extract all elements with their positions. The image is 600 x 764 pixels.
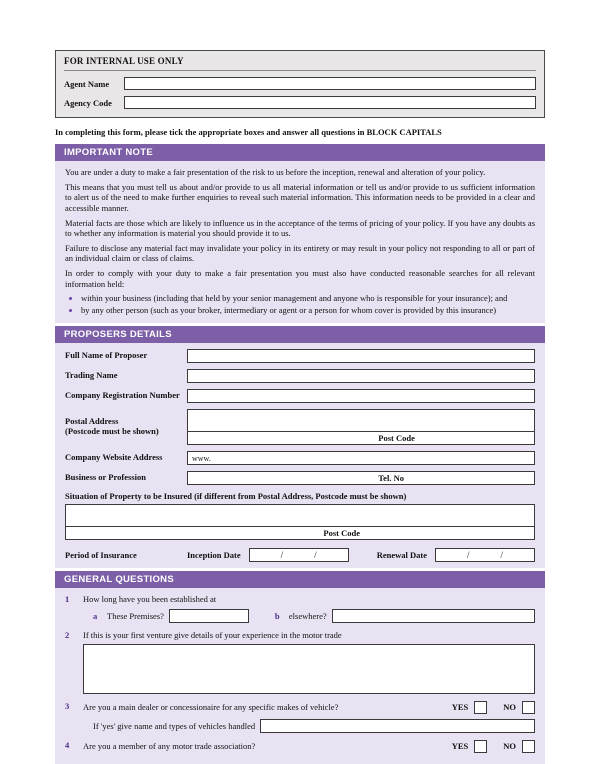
website-input[interactable] <box>187 451 535 465</box>
intro-text: In completing this form, please tick the appropriate boxes and answer all questions in BLOCK CAPITALS <box>55 127 442 137</box>
renewal-date-input[interactable] <box>435 548 535 562</box>
full-name-input[interactable] <box>187 349 535 363</box>
note-bullet: • by any other person (such as your broker, intermediary or agent or a person for whom cover is provided by this insurance) <box>81 305 535 316</box>
date-slash: / <box>280 549 284 560</box>
situation-postcode-input[interactable] <box>65 526 535 540</box>
vehicles-handled-input[interactable] <box>260 719 535 733</box>
no-label: NO <box>503 741 516 751</box>
option-b-letter: b <box>274 610 280 621</box>
elsewhere-input[interactable] <box>332 609 535 623</box>
situation-input[interactable] <box>65 504 535 527</box>
full-name-row <box>65 349 535 363</box>
q4-yes-checkbox[interactable] <box>474 740 487 753</box>
question-2 <box>65 630 535 696</box>
these-premises-label: These Premises? <box>107 610 164 621</box>
if-yes-label: If 'yes' give name and types of vehicles handled <box>93 720 256 731</box>
note-bullet: • within your business (including that held by your senior management and anyone who is responsible for your insurance); and <box>81 293 535 304</box>
company-reg-input[interactable] <box>187 389 535 403</box>
date-slash: / <box>466 549 470 560</box>
question-4-body <box>83 740 535 753</box>
question-1-text: How long have you been established at <box>83 593 217 604</box>
question-4 <box>65 740 535 753</box>
note-paragraph: You are under a duty to make a fair presentation of the risk to us before the inception, renewal and alteration of your policy. <box>65 167 486 177</box>
trading-name-input[interactable] <box>187 369 535 383</box>
question-4-row <box>83 740 535 753</box>
question-4-number: 4 <box>65 739 70 750</box>
postal-postcode-input[interactable] <box>187 431 535 445</box>
postal-address-label-line2: (Postcode must be shown) <box>65 425 159 436</box>
question-2-text: If this is your first venture give details of your experience in the motor trade <box>83 629 342 640</box>
post-code-label: Post Code <box>323 527 360 538</box>
date-slash: / <box>500 549 503 560</box>
question-2-number: 2 <box>65 629 70 640</box>
agent-name-input[interactable] <box>124 77 536 90</box>
q3-yes-checkbox[interactable] <box>474 701 487 714</box>
business-row <box>65 471 535 485</box>
question-3-body <box>83 701 535 735</box>
no-label: NO <box>503 702 516 712</box>
postal-address-inputs <box>187 409 535 445</box>
elsewhere-label: elsewhere? <box>288 610 327 621</box>
agency-code-label: Agency Code <box>64 97 112 108</box>
q4-no-checkbox[interactable] <box>522 740 535 753</box>
situation-label: Situation of Property to be Insured (if different from Postal Address, Postcode must be shown) <box>65 490 407 501</box>
period-label: Period of Insurance <box>65 549 137 560</box>
general-questions-header: GENERAL QUESTIONS <box>55 571 545 588</box>
proposers-details-section <box>55 343 545 568</box>
internal-use-box <box>55 50 545 118</box>
question-3-number: 3 <box>65 700 70 711</box>
inception-date-input[interactable] <box>249 548 349 562</box>
proposers-details-header: PROPOSERS DETAILS <box>55 326 545 343</box>
company-reg-row <box>65 389 535 403</box>
note-bullet-list <box>81 293 535 315</box>
agency-code-row <box>64 96 536 109</box>
question-1 <box>65 594 535 625</box>
note-paragraph: In order to comply with your duty to make a fair presentation you must also have conducted reasonable searches for all relevant information held: <box>65 268 535 289</box>
agent-name-label: Agent Name <box>64 78 110 89</box>
website-prefix: www. <box>192 453 211 463</box>
tel-no-label: Tel. No <box>378 472 404 483</box>
inception-date-label: Inception Date <box>187 549 241 560</box>
agent-name-row <box>64 77 536 90</box>
postal-address-label-line1: Postal Address <box>65 415 119 426</box>
internal-use-title: FOR INTERNAL USE ONLY <box>64 56 536 71</box>
website-label: Company Website Address <box>65 451 163 462</box>
renewal-date-label: Renewal Date <box>376 549 427 560</box>
trading-name-row <box>65 369 535 383</box>
general-questions-section <box>55 588 545 764</box>
question-4-text: Are you a member of any motor trade association? <box>83 741 256 751</box>
question-3-subrow <box>93 719 535 733</box>
question-1-body <box>83 594 535 625</box>
question-3-text: Are you a main dealer or concessionaire for any specific makes of vehicle? <box>83 702 339 712</box>
these-premises-input[interactable] <box>169 609 249 623</box>
company-reg-label: Company Registration Number <box>65 389 180 400</box>
question-1-subrow <box>93 609 535 623</box>
yes-label: YES <box>451 741 469 751</box>
question-3-row <box>83 701 535 714</box>
note-paragraph: This means that you must tell us about and/or provide to us all material information or tell us and/or provide to us sufficient information to alert us of the need to make further enquiries to reveal such material information. This information needs to be provided in a clear and accessible manner. <box>65 181 535 213</box>
note-paragraph: Material facts are those which are likely to influence us in the acceptance of the terms of pricing of your policy. If you have any doubts as to whether any information is material you should provide it to us. <box>65 217 535 239</box>
yes-label: YES <box>451 702 469 712</box>
website-row <box>65 451 535 465</box>
date-slash: / <box>314 549 317 560</box>
important-note-section <box>55 161 545 323</box>
question-1-number: 1 <box>65 593 70 604</box>
question-3-yes-no <box>452 701 535 714</box>
question-3 <box>65 701 535 735</box>
postal-address-label <box>65 417 187 437</box>
question-4-yes-no <box>452 740 535 753</box>
period-of-insurance-row <box>65 548 535 562</box>
agency-code-input[interactable] <box>124 96 536 109</box>
q3-no-checkbox[interactable] <box>522 701 535 714</box>
postal-address-input[interactable] <box>187 409 535 432</box>
question-2-body <box>83 630 535 696</box>
experience-details-textarea[interactable] <box>83 644 535 694</box>
note-paragraph: Failure to disclose any material fact may invalidate your policy in its entirety or may result in your policy not responding to all or part of an individual claim or class of claims. <box>65 242 535 264</box>
full-name-label: Full Name of Proposer <box>65 349 148 360</box>
postal-address-row <box>65 409 535 445</box>
business-label: Business or Profession <box>65 471 146 482</box>
important-note-header: IMPORTANT NOTE <box>55 144 545 161</box>
business-telno-input[interactable] <box>187 471 535 485</box>
post-code-label: Post Code <box>378 432 415 443</box>
trading-name-label: Trading Name <box>65 369 118 380</box>
option-a-letter: a <box>93 610 98 621</box>
